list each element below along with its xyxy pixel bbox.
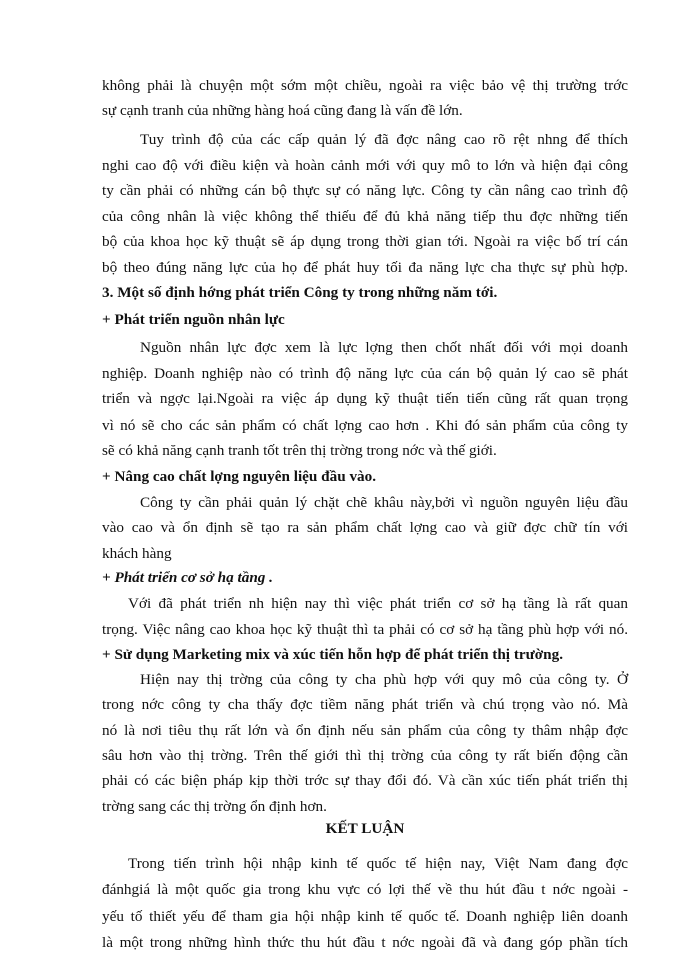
paragraph-line: bộ của khoa học kỹ thuật sẽ áp dụng trong thời gian tới. Ngoài ra việc bố trí cán (102, 233, 628, 250)
paragraph-line: Nguồn nhân lực đợc xem là lực lợng then chốt nhất đối với mọi doanh (140, 339, 628, 356)
paragraph-line: của công nhân là việc không thể thiếu để đủ khả năng tiếp thu đợc những tiến (102, 208, 628, 225)
paragraph-line: nó là nơi tiêu thụ rất lớn và ổn định nếu sản phẩm của công ty thâm nhập đợc (102, 722, 628, 739)
paragraph-line: vào cao và ổn định sẽ tạo ra sản phẩm chất lợng cao và giữ đợc chữ tín với (102, 519, 628, 536)
conclusion-title: KẾT LUẬN (325, 820, 405, 837)
paragraph-line: Công ty cần phải quản lý chặt chẽ khâu này,bởi vì nguồn nguyên liệu đầu (140, 494, 628, 511)
paragraph-line: sự cạnh tranh của những hàng hoá cũng đang là vấn đề lớn. (102, 102, 463, 119)
paragraph-line: bộ theo đúng năng lực của họ để phát huy tối đa năng lực cha thực sự phù hợp. (102, 259, 628, 276)
paragraph-line: trọng. Việc nâng cao khoa học kỹ thuật thì ta phải có cơ sở hạ tầng phù hợp với nó. (102, 621, 628, 638)
paragraph-line: là một trong những hình thức thu hút đầu t nớc ngoài đã và đang góp phần tích (102, 934, 628, 951)
paragraph-line: Với đã phát triển nh hiện nay thì việc phát triển cơ sở hạ tầng là rất quan (128, 595, 628, 612)
paragraph-line: Tuy trình độ của các cấp quản lý đã đợc nâng cao rõ rệt nhng để thích (140, 131, 628, 148)
paragraph-line: sâu hơn vào thị trờng. Trên thế giới thì thị trờng của công ty rất biến động cần (102, 747, 628, 764)
paragraph-line: sẽ có khả năng cạnh tranh tốt trên thị trờng trong nớc và thế giới. (102, 442, 497, 459)
paragraph-line: nghiệp. Doanh nghiệp nào có trình độ năng lực của cán bộ quản lý cao sẽ phát (102, 365, 628, 382)
paragraph-line: Hiện nay thị trờng của công ty cha phù hợp với quy mô của công ty. Ở (140, 671, 628, 688)
subsection-heading: + Phát triển cơ sở hạ tầng . (102, 569, 273, 586)
paragraph-line: trờng sang các thị trờng ổn định hơn. (102, 798, 327, 815)
paragraph-line: vì nó sẽ cho các sản phẩm có chất lợng cao hơn . Khi đó sản phẩm của công ty (102, 417, 628, 434)
subsection-heading: + Nâng cao chất lợng nguyên liệu đầu vào. (102, 468, 377, 485)
paragraph-line: phải có các biện pháp kịp thời trớc sự thay đổi đó. Và cần xúc tiến phát triển thị (102, 772, 628, 789)
paragraph-line: đánhgiá là một quốc gia trong khu vực có lợi thế về thu hút đầu t nớc ngoài - (102, 881, 628, 898)
paragraph-line: không phải là chuyện một sớm một chiều, ngoài ra việc bảo vệ thị trường trớc (102, 77, 628, 94)
paragraph-line: khách hàng (102, 545, 172, 562)
paragraph-line: trong nớc công ty cha thấy đợc tiềm năng phát triển và chú trọng vào nó. Mà (102, 696, 628, 713)
paragraph-line: yếu tố thiết yếu để tham gia hội nhập kinh tế quốc tế. Doanh nghiệp liên doanh (102, 908, 628, 925)
paragraph-line: ty cần phải có những cán bộ thực sự có năng lực. Công ty cần nâng cao trình độ (102, 182, 628, 199)
paragraph-line: Trong tiến trình hội nhập kinh tế quốc tế hiện nay, Việt Nam đang đợc (128, 855, 628, 872)
section-heading: 3. Một số định hớng phát triển Công ty trong những năm tới. (102, 284, 498, 301)
subsection-heading: + Phát triển nguồn nhân lực (102, 311, 285, 328)
paragraph-line: triển và ngợc lại.Ngoài ra việc áp dụng kỹ thuật tiến tiến cũng rất quan trọng (102, 390, 628, 407)
paragraph-line: nghi cao độ với điều kiện và hoàn cảnh mới với quy mô to lớn và hiện đại công (102, 157, 628, 174)
subsection-heading: + Sử dụng Marketing mix và xúc tiến hỗn hợp để phát triển thị trường. (102, 646, 563, 663)
